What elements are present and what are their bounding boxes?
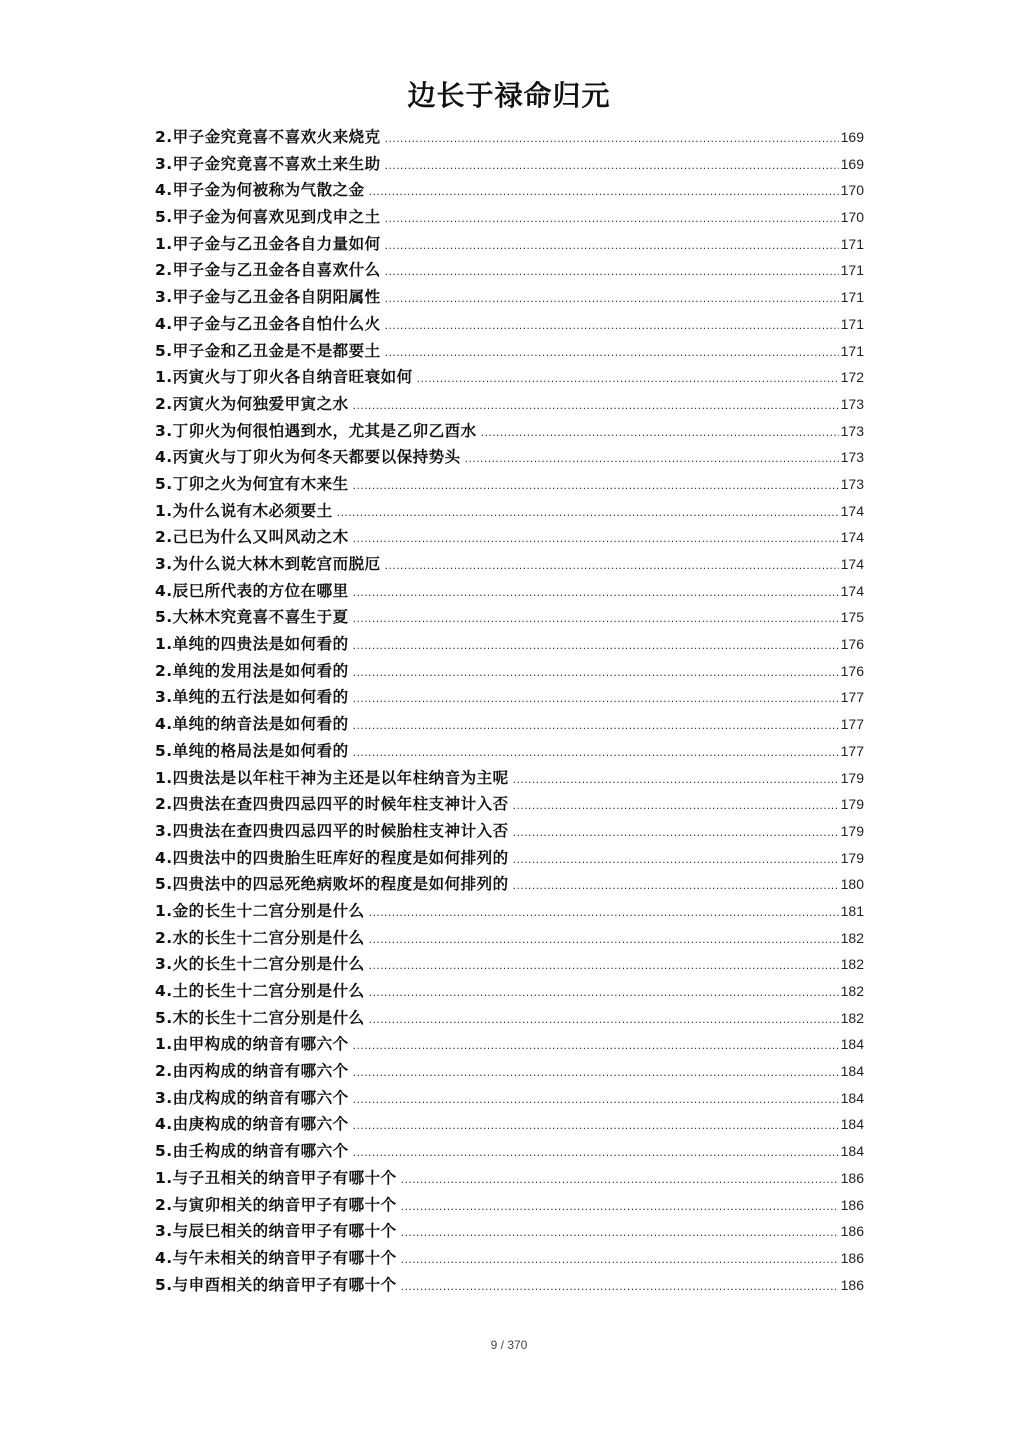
toc-entry-page-number: 179 bbox=[840, 769, 864, 786]
toc-entry-label: 1.为什么说有木必须要土 bbox=[155, 501, 333, 520]
toc-entry-page-number: 169 bbox=[840, 129, 864, 145]
toc-entry-page-number: 171 bbox=[840, 289, 864, 306]
toc-entry[interactable] bbox=[155, 791, 864, 818]
toc-entry-page-number: 174 bbox=[840, 582, 864, 599]
toc-entry-page-number: 179 bbox=[840, 849, 864, 866]
toc-entry-label: 2.己巳为什么又叫风动之木 bbox=[155, 528, 349, 547]
toc-entry-label: 2.四贵法在查四贵四忌四平的时候年柱支神计入否 bbox=[155, 795, 509, 814]
toc-leader-dots bbox=[369, 979, 839, 1006]
toc-entry[interactable] bbox=[155, 418, 864, 445]
toc-entry-label: 4.甲子金与乙丑金各自怕什么火 bbox=[155, 314, 381, 333]
toc-entry[interactable] bbox=[155, 898, 864, 925]
toc-entry[interactable] bbox=[155, 151, 864, 178]
toc-entry[interactable] bbox=[155, 1218, 864, 1245]
toc-entry-label: 4.土的长生十二宫分别是什么 bbox=[155, 982, 365, 1000]
toc-entry[interactable] bbox=[155, 1058, 864, 1085]
toc-entry-page-number: 184 bbox=[840, 1089, 864, 1106]
toc-leader-dots bbox=[353, 659, 839, 686]
toc-entry[interactable] bbox=[155, 765, 864, 792]
toc-entry-label: 5.四贵法中的四忌死绝病败坏的程度是如何排列的 bbox=[155, 875, 509, 894]
toc-leader-dots bbox=[385, 312, 839, 339]
toc-entry-page-number: 173 bbox=[840, 475, 864, 492]
toc-entry-label: 1.丙寅火与丁卯火各自纳音旺衰如何 bbox=[155, 368, 413, 387]
toc-entry[interactable] bbox=[155, 1085, 864, 1112]
toc-leader-dots bbox=[369, 899, 839, 926]
toc-leader-dots bbox=[337, 499, 839, 526]
toc-entry[interactable] bbox=[155, 1005, 864, 1032]
toc-entry[interactable] bbox=[155, 578, 864, 605]
toc-entry-page-number: 170 bbox=[840, 209, 864, 226]
toc-entry-label: 4.辰巳所代表的方位在哪里 bbox=[155, 581, 349, 600]
toc-entry-page-number: 176 bbox=[840, 636, 864, 653]
toc-entry-label: 5.由壬构成的纳音有哪六个 bbox=[155, 1142, 349, 1161]
toc-entry-label: 4.甲子金为何被称为气散之金 bbox=[155, 181, 365, 200]
toc-leader-dots bbox=[353, 605, 839, 632]
toc-entry-label: 5.甲子金为何喜欢见到戊申之土 bbox=[155, 208, 381, 227]
toc-entry[interactable] bbox=[155, 551, 864, 578]
toc-entry-label: 5.木的长生十二宫分别是什么 bbox=[155, 1008, 365, 1027]
toc-entry-label: 1.四贵法是以年柱干神为主还是以年柱纳音为主呢 bbox=[155, 768, 509, 787]
toc-entry-label: 2.与寅卯相关的纳音甲子有哪十个 bbox=[155, 1195, 397, 1214]
toc-entry[interactable] bbox=[155, 1272, 864, 1299]
toc-entry[interactable] bbox=[155, 818, 864, 845]
toc-entry-label: 3.由戊构成的纳音有哪六个 bbox=[155, 1088, 349, 1107]
toc-entry-page-number: 186 bbox=[840, 1223, 864, 1240]
toc-leader-dots bbox=[481, 419, 839, 446]
toc-entry-page-number: 175 bbox=[840, 609, 864, 626]
document-title: 边长于禄命归元 bbox=[407, 79, 611, 112]
toc-entry[interactable] bbox=[155, 845, 864, 872]
toc-entry-label: 5.单纯的格局法是如何看的 bbox=[155, 741, 349, 760]
toc-leader-dots bbox=[401, 1166, 839, 1193]
toc-entry-page-number: 174 bbox=[840, 556, 864, 572]
toc-leader-dots bbox=[401, 1193, 839, 1220]
toc-entry[interactable] bbox=[155, 338, 864, 365]
toc-entry-label: 1.由甲构成的纳音有哪六个 bbox=[155, 1035, 349, 1054]
toc-leader-dots bbox=[513, 846, 839, 873]
toc-leader-dots bbox=[401, 1273, 839, 1300]
toc-entry-page-number: 171 bbox=[840, 342, 864, 359]
toc-entry[interactable] bbox=[155, 364, 864, 391]
toc-entry-label: 3.四贵法在查四贵四忌四平的时候胎柱支神计入否 bbox=[155, 821, 509, 840]
toc-entry[interactable] bbox=[155, 204, 864, 231]
toc-entry-label: 4.丙寅火与丁卯火为何冬天都要以保持势头 bbox=[155, 448, 461, 467]
toc-entry-page-number: 186 bbox=[840, 1169, 864, 1186]
toc-leader-dots bbox=[353, 392, 839, 419]
toc-leader-dots bbox=[385, 258, 839, 285]
toc-entry[interactable] bbox=[155, 1138, 864, 1165]
toc-entry-label: 3.为什么说大林木到乾宫而脱厄 bbox=[155, 555, 381, 573]
toc-entry-label: 4.四贵法中的四贵胎生旺库好的程度是如何排列的 bbox=[155, 848, 509, 867]
toc-entry-page-number: 173 bbox=[840, 449, 864, 466]
toc-entry-page-number: 182 bbox=[840, 956, 864, 973]
toc-leader-dots bbox=[385, 205, 839, 232]
toc-entry[interactable] bbox=[155, 444, 864, 471]
toc-leader-dots bbox=[385, 232, 839, 259]
toc-leader-dots bbox=[385, 339, 839, 366]
toc-entry[interactable] bbox=[155, 471, 864, 498]
toc-entry-label: 1.与子丑相关的纳音甲子有哪十个 bbox=[155, 1168, 397, 1187]
toc-entry-label: 3.甲子金与乙丑金各自阴阳属性 bbox=[155, 288, 381, 307]
toc-entry-page-number: 171 bbox=[840, 235, 864, 252]
toc-entry[interactable] bbox=[155, 925, 864, 952]
toc-entry[interactable] bbox=[155, 498, 864, 525]
toc-entry[interactable] bbox=[155, 951, 864, 978]
toc-entry[interactable] bbox=[155, 1245, 864, 1272]
toc-entry-label: 4.由庚构成的纳音有哪六个 bbox=[155, 1115, 349, 1134]
toc-entry-page-number: 181 bbox=[840, 902, 864, 919]
toc-leader-dots bbox=[369, 1006, 839, 1033]
toc-leader-dots bbox=[353, 632, 839, 659]
toc-leader-dots bbox=[369, 178, 839, 205]
toc-entry[interactable] bbox=[155, 604, 864, 631]
toc-entry[interactable] bbox=[155, 311, 864, 338]
toc-leader-dots bbox=[353, 1086, 839, 1113]
toc-entry-page-number: 177 bbox=[840, 742, 864, 759]
toc-entry[interactable] bbox=[155, 1031, 864, 1058]
toc-entry-page-number: 184 bbox=[840, 1063, 864, 1080]
toc-leader-dots bbox=[385, 125, 839, 152]
toc-entry[interactable] bbox=[155, 871, 864, 898]
toc-entry[interactable] bbox=[155, 124, 864, 151]
toc-entry[interactable] bbox=[155, 738, 864, 765]
toc-entry-label: 5.甲子金和乙丑金是不是都要土 bbox=[155, 341, 381, 360]
toc-entry-label: 2.甲子金究竟喜不喜欢火来烧克 bbox=[155, 128, 381, 146]
toc-entry-page-number: 186 bbox=[840, 1276, 864, 1293]
toc-leader-dots bbox=[353, 1139, 839, 1166]
toc-entry-label: 3.单纯的五行法是如何看的 bbox=[155, 688, 349, 707]
toc-leader-dots bbox=[353, 712, 839, 739]
toc-leader-dots bbox=[369, 952, 839, 979]
toc-entry[interactable] bbox=[155, 284, 864, 311]
toc-entry-label: 3.甲子金究竟喜不喜欢土来生助 bbox=[155, 154, 381, 173]
toc-entry-label: 2.水的长生十二宫分别是什么 bbox=[155, 928, 365, 947]
toc-entry-label: 3.与辰巳相关的纳音甲子有哪十个 bbox=[155, 1222, 397, 1241]
toc-entry[interactable] bbox=[155, 231, 864, 258]
toc-entry-label: 4.单纯的纳音法是如何看的 bbox=[155, 715, 349, 734]
toc-entry[interactable] bbox=[155, 1111, 864, 1138]
toc-entry-page-number: 184 bbox=[840, 1036, 864, 1053]
toc-leader-dots bbox=[353, 685, 839, 712]
toc-entry-label: 1.单纯的四贵法是如何看的 bbox=[155, 635, 349, 654]
toc-leader-dots bbox=[513, 792, 839, 819]
toc-leader-dots bbox=[513, 819, 839, 846]
toc-entry-page-number: 177 bbox=[840, 689, 864, 706]
toc-entry-page-number: 180 bbox=[840, 876, 864, 893]
toc-entry-label: 3.丁卯火为何很怕遇到水，尤其是乙卯乙酉水 bbox=[155, 421, 477, 440]
toc-entry[interactable] bbox=[155, 711, 864, 738]
toc-entry-page-number: 184 bbox=[840, 1116, 864, 1133]
toc-entry-label: 2.丙寅火为何独爱甲寅之水 bbox=[155, 394, 349, 413]
toc-entry[interactable] bbox=[155, 658, 864, 685]
toc-entry[interactable] bbox=[155, 391, 864, 418]
toc-leader-dots bbox=[401, 1219, 839, 1246]
toc-leader-dots bbox=[465, 445, 839, 472]
toc-entry-label: 2.单纯的发用法是如何看的 bbox=[155, 661, 349, 680]
toc-entry-page-number: 182 bbox=[840, 1009, 864, 1026]
toc-leader-dots bbox=[401, 1246, 839, 1273]
toc-leader-dots bbox=[513, 872, 839, 899]
toc-leader-dots bbox=[353, 1059, 839, 1086]
toc-leader-dots bbox=[353, 525, 839, 552]
toc-entry[interactable] bbox=[155, 177, 864, 204]
toc-entry-page-number: 172 bbox=[840, 369, 864, 386]
toc-leader-dots bbox=[385, 152, 839, 179]
toc-leader-dots bbox=[353, 1032, 839, 1059]
toc-entry-page-number: 182 bbox=[840, 983, 864, 999]
toc-entry[interactable] bbox=[155, 524, 864, 551]
toc-entry-page-number: 170 bbox=[840, 182, 864, 199]
toc-entry-label: 2.甲子金与乙丑金各自喜欢什么 bbox=[155, 261, 381, 280]
toc-entry-label: 5.大林木究竟喜不喜生于夏 bbox=[155, 608, 349, 627]
toc-leader-dots bbox=[385, 552, 839, 579]
toc-entry-label: 5.与申酉相关的纳音甲子有哪十个 bbox=[155, 1275, 397, 1294]
toc-leader-dots bbox=[369, 926, 839, 953]
toc-leader-dots bbox=[385, 285, 839, 312]
toc-entry-label: 1.甲子金与乙丑金各自力量如何 bbox=[155, 234, 381, 253]
toc-entry-page-number: 171 bbox=[840, 315, 864, 332]
page-indicator: 9 / 370 bbox=[490, 1338, 528, 1352]
toc-entry-page-number: 169 bbox=[840, 155, 864, 172]
toc-entry-label: 1.金的长生十二宫分别是什么 bbox=[155, 901, 365, 920]
toc-entry[interactable] bbox=[155, 684, 864, 711]
toc-entry-page-number: 186 bbox=[840, 1249, 864, 1266]
table-of-contents bbox=[155, 124, 864, 1298]
toc-leader-dots bbox=[353, 1112, 839, 1139]
toc-leader-dots bbox=[353, 739, 839, 766]
toc-entry-page-number: 176 bbox=[840, 662, 864, 679]
toc-entry[interactable] bbox=[155, 631, 864, 658]
toc-entry-label: 4.与午未相关的纳音甲子有哪十个 bbox=[155, 1248, 397, 1267]
toc-entry[interactable] bbox=[155, 1165, 864, 1192]
toc-entry[interactable] bbox=[155, 257, 864, 284]
toc-entry-page-number: 179 bbox=[840, 822, 864, 839]
toc-entry-page-number: 174 bbox=[840, 529, 864, 546]
toc-entry[interactable] bbox=[155, 1192, 864, 1219]
toc-entry-label: 2.由丙构成的纳音有哪六个 bbox=[155, 1062, 349, 1081]
toc-entry-page-number: 171 bbox=[840, 262, 864, 279]
toc-entry-page-number: 177 bbox=[840, 716, 864, 733]
toc-leader-dots bbox=[353, 579, 839, 606]
toc-entry-page-number: 186 bbox=[840, 1196, 864, 1213]
toc-entry-page-number: 174 bbox=[840, 502, 864, 519]
toc-entry-page-number: 179 bbox=[840, 796, 864, 813]
toc-entry-page-number: 182 bbox=[840, 929, 864, 946]
toc-leader-dots bbox=[353, 472, 839, 499]
toc-entry-label: 5.丁卯之火为何宜有木来生 bbox=[155, 474, 349, 493]
toc-leader-dots bbox=[513, 766, 839, 793]
toc-entry[interactable] bbox=[155, 978, 864, 1005]
toc-entry-label: 3.火的长生十二宫分别是什么 bbox=[155, 955, 365, 974]
toc-entry-page-number: 173 bbox=[840, 422, 864, 439]
toc-leader-dots bbox=[417, 365, 839, 392]
toc-entry-page-number: 173 bbox=[840, 395, 864, 412]
toc-entry-page-number: 184 bbox=[840, 1143, 864, 1160]
